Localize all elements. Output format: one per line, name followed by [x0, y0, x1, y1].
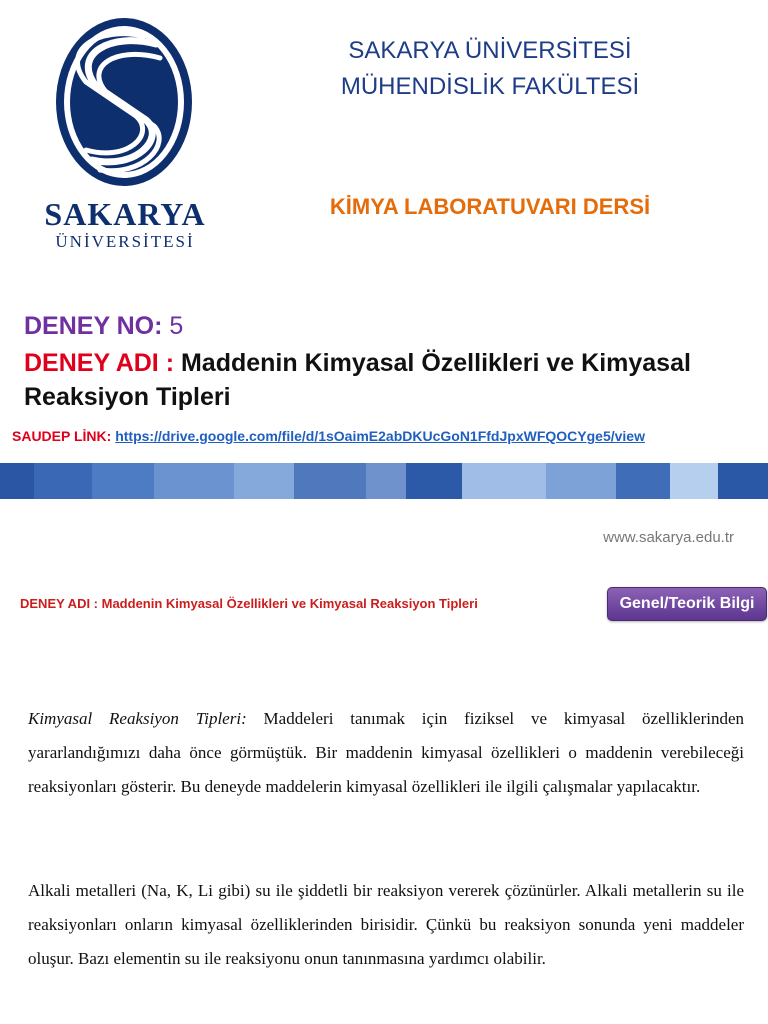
band-segment [366, 463, 406, 499]
band-segment [92, 463, 154, 499]
band-segment [462, 463, 546, 499]
saudep-link[interactable]: https://drive.google.com/file/d/1sOaimE2abDKUcGoN1FfdJpxWFQOCYge5/view [115, 428, 645, 444]
band-segment [546, 463, 616, 499]
band-segment [234, 463, 294, 499]
experiment-number-value: 5 [169, 312, 184, 340]
university-name: SAKARYA ÜNİVERSİTESİ [348, 37, 632, 64]
course-title: KİMYA LABORATUVARI DERSİ [329, 194, 651, 219]
paragraph-body: Maddeleri tanımak için fiziksel ve kimyasal özelliklerinden yararlandığımızı daha önce görmüştük. Bir maddenin kimyasal özellikleri o maddenin verebileceği reaksiyonları gösterir. Bu deneyde maddelerin kimyasal özellikleri ile ilgili çalışmalar yapılacaktır. [28, 709, 744, 796]
saudep-link-row [12, 428, 645, 444]
slide-title: DENEY ADI : Maddenin Kimyasal Özellikleri ve Kimyasal Reaksiyon Tipleri [20, 596, 478, 611]
logo-name: SAKARYA [44, 196, 206, 232]
experiment-name-label: DENEY ADI : [24, 349, 175, 377]
band-segment [718, 463, 768, 499]
experiment-name-value: Maddenin Kimyasal Özellikleri ve Kimyasal Reaksiyon Tipleri [24, 349, 691, 411]
experiment-number-label: DENEY NO: [24, 312, 163, 340]
logo-subtitle: ÜNİVERSİTESİ [55, 232, 195, 251]
band-segment [154, 463, 234, 499]
general-info-button[interactable]: Genel/Teorik Bilgi [607, 587, 767, 621]
decorative-band [0, 463, 768, 499]
saudep-label: SAUDEP LİNK: [12, 428, 112, 444]
experiment-name [24, 346, 754, 414]
paragraph-alkali-metals: Alkali metalleri (Na, K, Li gibi) su ile şiddetli bir reaksiyon vererek çözünürler. Alkali metallerin su ile reaksiyonları onların kimyasal özelliklerinden birisidir. Çünkü bu reaksiyon sonunda yeni maddeler oluşur. Bazı elementin su ile reaksiyonu onun tanınmasına yardımcı olabilir. [28, 881, 744, 968]
experiment-number [24, 312, 183, 341]
band-segment [34, 463, 92, 499]
website-url: www.sakarya.edu.tr [603, 529, 734, 546]
band-segment [0, 463, 34, 499]
faculty-name: MÜHENDİSLİK FAKÜLTESİ [340, 73, 640, 100]
band-segment [616, 463, 670, 499]
band-segment [670, 463, 718, 499]
paragraph-reaction-types [28, 702, 744, 804]
band-segment [294, 463, 366, 499]
paragraph-lead: Kimyasal Reaksiyon Tipleri: [28, 709, 247, 728]
band-segment [406, 463, 462, 499]
